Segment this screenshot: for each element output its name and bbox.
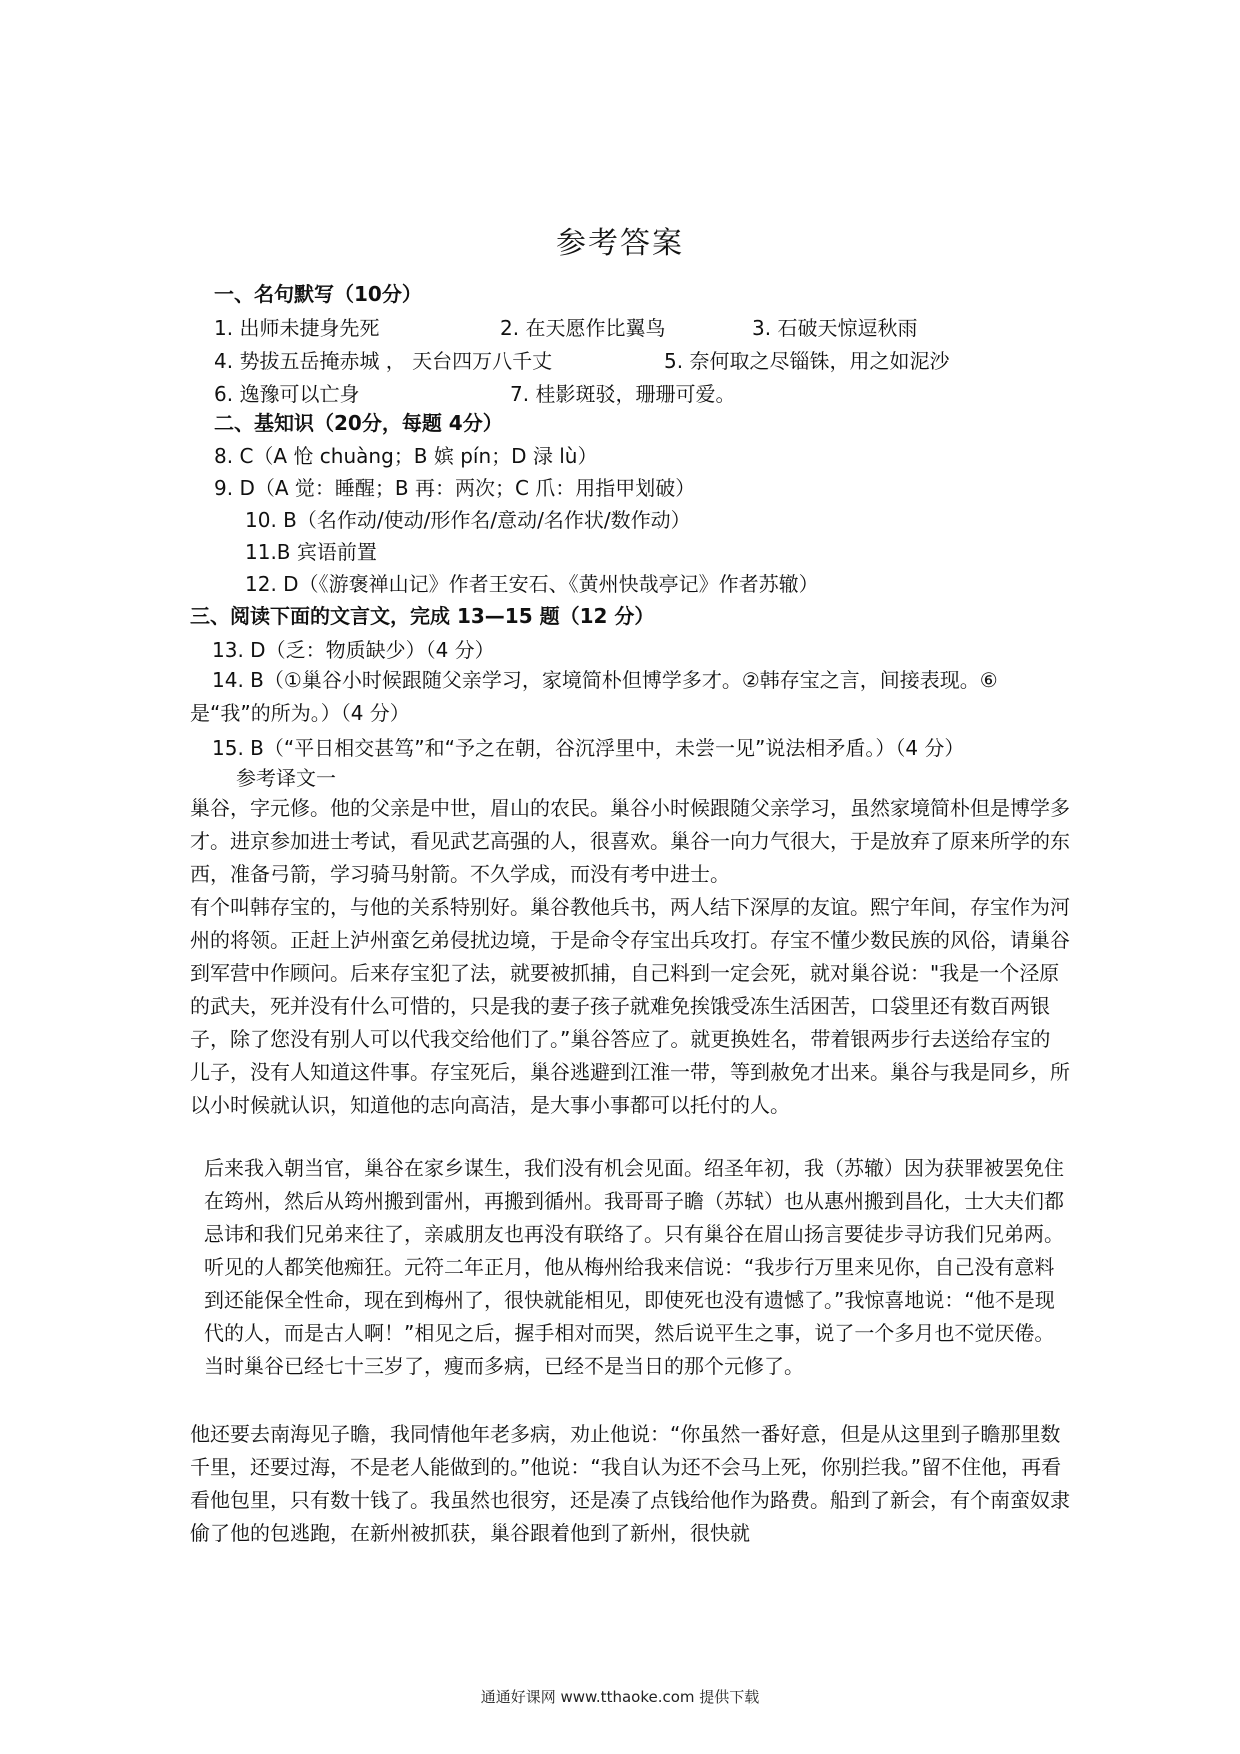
answer-15: 15. B（“平日相交甚笃”和“予之在朝，谷沉浮里中，未尝一见”说法相矛盾。）（4 分） (212, 736, 965, 760)
translation-paragraph-1: 巢谷，字元修。他的父亲是中世，眉山的农民。巢谷小时候跟随父亲学习，虽然家境简朴但是博学多才。进京参加进士考试，看见武艺高强的人，很喜欢。巢谷一向力气很大，于是放弃了原来所学的东西，准备弓箭，学习骑马射箭。不久学成，而没有考中进士。 (190, 796, 1070, 886)
answer-1: 1. 出师未捷身先死 (214, 316, 380, 340)
answer-3: 3. 石破天惊逗秋雨 (752, 316, 918, 340)
footer-credit: 通通好课网 www.tthaoke.com 提供下载 (480, 1688, 760, 1706)
page-title: 参考答案 (556, 226, 684, 261)
answer-4: 4. 势拔五岳掩赤城 ， 天台四万八千丈 (214, 349, 553, 373)
translation-paragraph-4: 他还要去南海见子瞻，我同情他年老多病，劝止他说：“你虽然一番好意，但是从这里到子瞻那里数千里，还要过海，不是老人能做到的。”他说：“我自认为还不会马上死，你别拦我。”留不住他，再看看他包里，只有数十钱了。我虽然也很穷，还是凑了点钱给他作为路费。船到了新会，有个南蛮奴隶偷了他的包逃跑，在新州被抓获，巢谷跟着他到了新州，很快就 (190, 1422, 1070, 1545)
answer-2: 2. 在天愿作比翼鸟 (500, 316, 666, 340)
answer-6: 6. 逸豫可以亡身 (214, 382, 360, 406)
answer-10: 10. B（名作动/使动/形作名/意动/名作状/数作动） (245, 508, 691, 532)
section-heading-1: 一、名句默写（10分） (214, 282, 422, 306)
answer-8: 8. C（A 怆 chuàng；B 嫔 pín；D 渌 lù） (214, 444, 598, 468)
answer-11: 11.B 宾语前置 (245, 540, 377, 564)
answer-14: 14. B（①巢谷小时候跟随父亲学习，家境简朴但博学多才。②韩存宝之言，间接表现。⑥是“我”的所为。）（4 分） (190, 668, 998, 725)
translation-heading: 参考译文一 (236, 766, 336, 790)
answer-9: 9. D（A 觉：睡醒；B 再：两次；C 爪：用指甲划破） (214, 476, 696, 500)
translation-paragraph-3: 后来我入朝当官，巢谷在家乡谋生，我们没有机会见面。绍圣年初，我（苏辙）因为获罪被罢免住在筠州，然后从筠州搬到雷州，再搬到循州。我哥哥子瞻（苏轼）也从惠州搬到昌化，士大夫们都忌讳和我们兄弟来往了，亲戚朋友也再没有联络了。只有巢谷在眉山扬言要徒步寻访我们兄弟两。听见的人都笑他痴狂。元符二年正月，他从梅州给我来信说：“我步行万里来见你，自己没有意料到还能保全性命，现在到梅州了，很快就能相见，即使死也没有遗憾了。”我惊喜地说：“他不是现代的人，而是古人啊！”相见之后，握手相对而哭，然后说平生之事，说了一个多月也不觉厌倦。 当时巢谷已经七十三岁了，瘦而多病，已经不是当日的那个元修了。 (204, 1156, 1064, 1378)
section-heading-3: 三、阅读下面的文言文，完成 13—15 题（12 分） (190, 604, 655, 628)
translation-paragraph-2: 有个叫韩存宝的，与他的关系特别好。巢谷教他兵书，两人结下深厚的友谊。熙宁年间，存宝作为河州的将领。正赶上泸州蛮乞弟侵扰边境，于是命令存宝出兵攻打。存宝不懂少数民族的风俗，请巢谷到军营中作顾问。后来存宝犯了法，就要被抓捕，自己料到一定会死，就对巢谷说："我是一个泾原的武夫，死并没有什么可惜的，只是我的妻子孩子就难免挨饿受冻生活困苦，口袋里还有数百两银子，除了您没有别人可以代我交给他们了。”巢谷答应了。就更换姓名，带着银两步行去送给存宝的儿子，没有人知道这件事。存宝死后，巢谷逃避到江淮一带，等到赦免才出来。巢谷与我是同乡，所以小时候就认识，知道他的志向高洁，是大事小事都可以托付的人。 (190, 895, 1070, 1117)
answer-13: 13. D（乏：物质缺少）（4 分） (212, 638, 495, 662)
section-heading-2: 二、基知识（20分，每题 4分） (214, 411, 503, 435)
answer-5: 5. 奈何取之尽锱铢，用之如泥沙 (664, 349, 950, 373)
answer-12: 12. D（《游褒禅山记》作者王安石、《黄州快哉亭记》作者苏辙） (245, 572, 819, 596)
answer-7: 7. 桂影斑驳，珊珊可爱。 (510, 382, 736, 406)
